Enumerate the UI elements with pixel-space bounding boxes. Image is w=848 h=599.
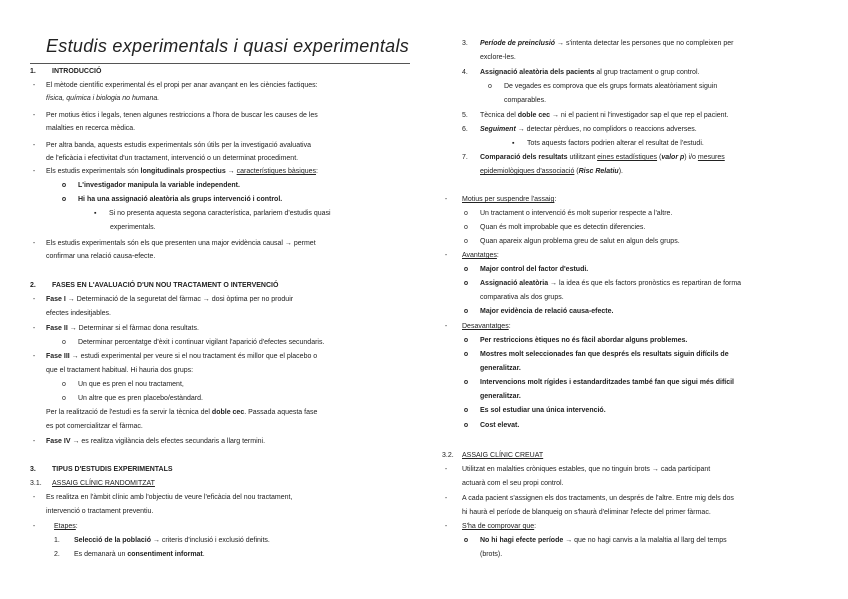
sub-item: o No hi hagi efecte període → que no hagi canvis a la malaltia al llarg del temps xyxy=(463,537,727,544)
page-title: Estudis experimentals i quasi experimentals xyxy=(46,36,410,56)
list-item-cont: intervenció o tractament preventiu. xyxy=(46,508,154,515)
sub-item: o L'investigador manipula la variable independent. xyxy=(61,182,240,189)
sub-item: o Major control del factor d'estudi. xyxy=(463,266,589,273)
numbered-item: 3. Període de preinclusió → s'intenta detectar les persones que no compleixen per xyxy=(462,40,734,47)
sub-sub-item: ▪ Tots aquests factors podrien alterar el resultat de l'estudi. xyxy=(512,140,704,147)
list-item: - Utilitzat en malalties cròniques estables, que no tinguin brots → cada participant xyxy=(444,466,711,473)
list-item: - Etapes: xyxy=(32,523,78,530)
sub-item: o Mostres molt seleccionades fan que després els resultats siguin difícils de xyxy=(463,351,729,358)
paragraph: Per la realització de l'estudi es fa servir la tècnica del doble cec. Passada aquesta fase xyxy=(46,409,318,416)
list-item: - El mètode científic experimental és el propi per anar avançant en les ciències factiques: xyxy=(32,82,318,89)
sub-item-cont: generalitzar. xyxy=(480,393,521,400)
list-item: - Es realitza en l'àmbit clínic amb l'objectiu de veure l'eficàcia del nou tractament, xyxy=(32,494,293,501)
sub-sub-item: ▪ Si no presenta aquesta segona característica, parlariem d'estudis quasi xyxy=(94,210,331,217)
sub-item: o Un altre que es pren placebo/estàndard. xyxy=(62,395,203,402)
numbered-item: 6. Seguiment → detectar pèrdues, no complidors o reaccions adverses. xyxy=(462,126,697,133)
sub-item-cont: (brots). xyxy=(480,551,503,558)
sub-sub-item-cont: experimentals. xyxy=(110,224,156,231)
numbered-item: 2. Es demanarà un consentiment informat. xyxy=(54,551,205,558)
sub-item: o Per restriccions ètiques no és fàcil abordar alguns problemes. xyxy=(463,337,688,344)
list-item: - Per altra banda, aquests estudis experimentals són útils per la investigació avaluativa xyxy=(32,142,311,149)
section-3-heading: 3. TIPUS D'ESTUDIS EXPERIMENTALS xyxy=(30,466,173,473)
list-item: - Avantatges: xyxy=(444,252,499,259)
list-item: - Motius per suspendre l'assaig: xyxy=(444,196,557,203)
sub-item: o Quan és molt improbable que es detectin diferencies. xyxy=(464,224,646,231)
sub-item: o Assignació aleatòria → la idea és que els factors pronòstics es repartiran de forma xyxy=(463,280,742,287)
sub-item: o Cost elevat. xyxy=(463,422,520,429)
list-item: - Fase II → Determinar si el fàrmac dona resultats. xyxy=(32,325,199,332)
list-item: - Desavantatges: xyxy=(444,323,511,330)
numbered-item: 1. Selecció de la població → criteris d'inclusió i exclusió definits. xyxy=(54,537,270,544)
list-item: - Fase IV → es realitza vigilància dels efectes secundaris a llarg termini. xyxy=(32,438,266,445)
title-divider xyxy=(30,63,410,64)
sub-item-cont: comparables. xyxy=(504,97,547,104)
list-item-cont: que el tractament habitual. Hi hauria dos grups: xyxy=(46,367,194,374)
sub-item: o Determinar percentatge d'èxit i continuar vigilant l'aparició d'efectes secundaris. xyxy=(62,339,325,346)
list-item-cont: física, química i biologia no humana. xyxy=(46,95,160,102)
list-item: - S'ha de comprovar que: xyxy=(444,523,537,530)
characteristics-link: característiques bàsiques xyxy=(236,168,317,175)
list-item-cont: efectes indesitjables. xyxy=(46,310,111,317)
list-item: - A cada pacient s'assignen els dos tractaments, un després de l'altre. Entre mig dels dos xyxy=(444,495,734,502)
sub-item: o Major evidència de relació causa-efecte. xyxy=(463,308,614,315)
numbered-item-cont: epidemiològiques d'associació (Risc Relatiu). xyxy=(480,168,623,175)
sub-item: o Es sol estudiar una única intervenció. xyxy=(463,407,606,414)
sub-item: o Un tractament o intervenció és molt superior respecte a l'altre. xyxy=(464,210,673,217)
subsection-3-2-heading: 3.2. ASSAIG CLÍNIC CREUAT xyxy=(442,452,544,459)
section-1-heading: 1. INTRODUCCIÓ xyxy=(30,68,102,75)
numbered-item: 4. Assignació aleatòria dels pacients al grup tractament o grup control. xyxy=(462,69,700,76)
sub-item: o Intervencions molt rígides i estandarditzades també fan que sigui més difícil xyxy=(463,379,735,386)
list-item-cont: malalties en recerca mèdica. xyxy=(46,125,136,132)
sub-item: o Quan apareix algun problema greu de salut en algun dels grups. xyxy=(464,238,680,245)
sub-item: o Un que es pren el nou tractament, xyxy=(62,381,184,388)
numbered-item: 5. Tècnica del doble cec → ni el pacient ni l'investigador sap el que rep el pacient. xyxy=(462,112,729,119)
paragraph-cont: es pot comercialitzar el fàrmac. xyxy=(46,423,143,430)
list-item-cont: actuarà com el seu propi control. xyxy=(462,480,564,487)
list-item: - Els estudis experimentals són longitudinals prospectius → característiques bàsiques: xyxy=(32,168,318,175)
list-item: - Els estudis experimentals són els que presenten una major evidència causal → permet xyxy=(32,240,316,247)
list-item-cont: confirmar una relació causa-efecte. xyxy=(46,253,156,260)
numbered-item: 7. Comparació dels resultats utilitzant eines estadístiques (valor p) i/o mesures xyxy=(462,154,725,161)
list-item: - Fase III → estudi experimental per veure si el nou tractament és millor que el placebo o xyxy=(32,353,318,360)
numbered-item-cont: exclore-les. xyxy=(480,54,516,61)
list-item: - Fase I → Determinació de la seguretat del fàrmac → dosi òptima per no produir xyxy=(32,296,294,303)
sub-item-cont: generalitzar. xyxy=(480,365,521,372)
sub-item-cont: comparativa als dos grups. xyxy=(480,294,564,301)
list-item-cont: de l'eficàcia i efectivitat d'un tractament, intervenció o un determinat procediment. xyxy=(46,155,299,162)
list-item-cont: hi haurà el període de blanqueig on s'haurà d'eliminar l'efecte del primer fàrmac. xyxy=(462,509,711,516)
section-2-heading: 2. FASES EN L'AVALUACIÓ D'UN NOU TRACTAMENT O INTERVENCIÓ xyxy=(30,282,279,289)
subsection-3-1-heading: 3.1. ASSAIG CLÍNIC RANDOMITZAT xyxy=(30,480,155,487)
sub-item: o Hi ha una assignació aleatòria als grups intervenció i control. xyxy=(61,196,283,203)
list-item: - Per motius ètics i legals, tenen algunes restriccions a l'hora de buscar les causes de les xyxy=(32,112,318,119)
sub-item: o De vegades es comprova que els grups formats aleatòriament siguin xyxy=(488,83,718,90)
